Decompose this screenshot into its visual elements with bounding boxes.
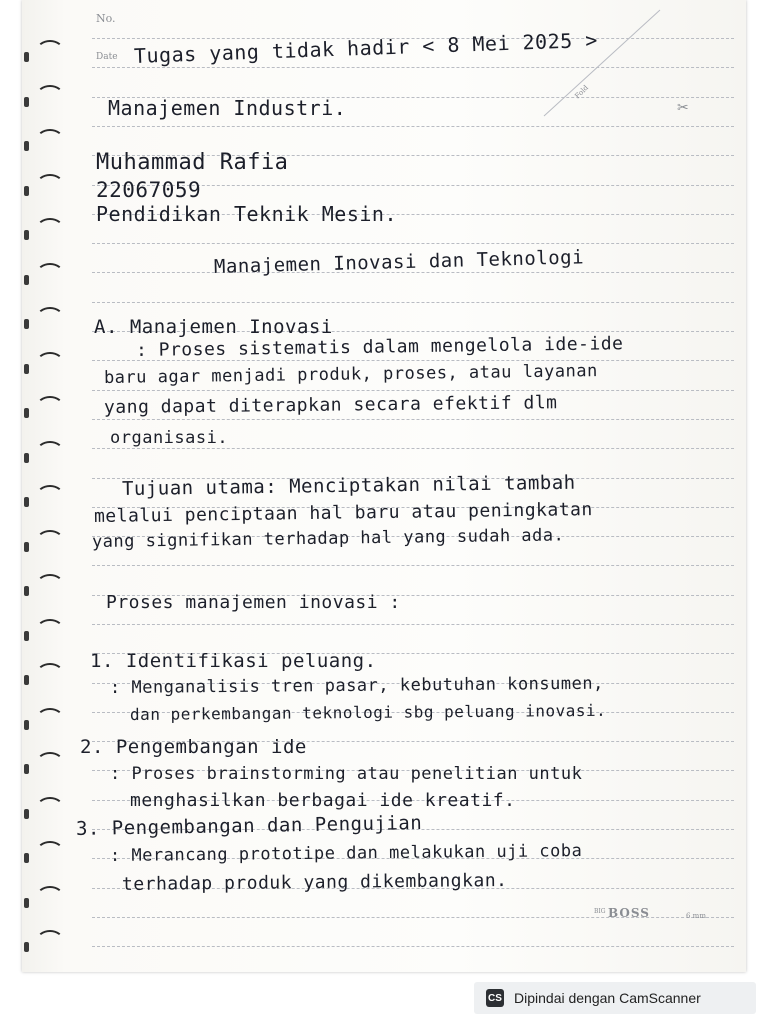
spiral-ring [36, 352, 64, 374]
step-2-title: 2. Pengembangan ide [80, 736, 307, 758]
step-1-title: 1. Identifikasi peluang. [90, 650, 377, 672]
brand-logo: BOSS [608, 906, 650, 920]
ruled-line [92, 243, 734, 244]
definition-line-2: baru agar menjadi produk, proses, atau layanan [103, 361, 598, 388]
spiral-ring [36, 218, 64, 240]
binding-hole [24, 97, 29, 107]
spiral-ring [36, 619, 64, 641]
binding-hole [24, 675, 29, 685]
course-name: Manajemen Industri. [108, 96, 347, 120]
binding-hole [24, 453, 29, 463]
ruled-line [92, 302, 734, 303]
spiral-ring [36, 930, 64, 952]
notebook-page [22, 0, 746, 972]
spiral-ring [36, 886, 64, 908]
spiral-ring [36, 307, 64, 329]
diagonal-corner-line [542, 8, 662, 118]
binding-hole [24, 898, 29, 908]
brand-prefix: BIG [594, 908, 606, 915]
goal-line-2: melalui penciptaan hal baru atau peningkatan [93, 499, 593, 527]
spiral-ring [36, 574, 64, 596]
spiral-ring [36, 841, 64, 863]
spiral-ring [36, 797, 64, 819]
spiral-ring [36, 40, 64, 62]
spiral-ring [36, 530, 64, 552]
binding-hole [24, 186, 29, 196]
binding-hole [24, 720, 29, 730]
section-a-heading: A. Manajemen Inovasi [94, 316, 333, 338]
topic-title: Manajemen Inovasi dan Teknologi [213, 246, 585, 278]
step-1-desc-1: : Menganalisis tren pasar, kebutuhan konsumen, [109, 673, 604, 698]
process-heading: Proses manajemen inovasi : [106, 592, 401, 613]
binding-hole [24, 275, 29, 285]
binding-hole [24, 52, 29, 62]
binding-hole [24, 497, 29, 507]
definition-line-4: organisasi. [110, 428, 229, 448]
spiral-ring [36, 485, 64, 507]
binding-hole [24, 942, 29, 952]
binding-hole [24, 586, 29, 596]
ruled-line [92, 390, 734, 391]
ruled-line [92, 126, 734, 127]
student-name: Muhammad Rafia [96, 150, 289, 175]
spiral-ring [36, 85, 64, 107]
ruled-line [92, 565, 734, 566]
spiral-ring [36, 396, 64, 418]
definition-line-3: yang dapat diterapkan secara efektif dlm [103, 392, 558, 418]
step-3-title: 3. Pengembangan dan Pengujian [75, 811, 423, 840]
scissors-icon: ✂ [677, 100, 689, 116]
no-label: No. [96, 12, 116, 25]
binding-hole [24, 542, 29, 552]
rule-size-label: 6 mm [686, 912, 706, 920]
camscanner-label: Dipindai dengan CamScanner [514, 990, 701, 1006]
binding-hole [24, 631, 29, 641]
ruled-line [92, 946, 734, 947]
spiral-ring [36, 752, 64, 774]
binding-hole [24, 764, 29, 774]
camscanner-logo-icon: CS [486, 989, 504, 1007]
date-label: Date [96, 52, 118, 62]
ruled-line [92, 448, 734, 449]
fold-mark: Fold [573, 83, 590, 101]
binding-hole [24, 230, 29, 240]
binding-hole [24, 319, 29, 329]
binding-hole [24, 408, 29, 418]
step-2-desc-1: : Proses brainstorming atau penelitian untuk [110, 764, 583, 784]
goal-line-3: yang signifikan terhadap hal yang sudah ada. [91, 525, 565, 552]
spiral-ring [36, 174, 64, 196]
step-3-desc-2: terhadap produk yang dikembangkan. [121, 869, 508, 895]
spiral-ring [36, 263, 64, 285]
study-program: Pendidikan Teknik Mesin. [96, 202, 397, 226]
goal-line-1: Tujuan utama: Menciptakan nilai tambah [121, 471, 576, 500]
spiral-ring [36, 663, 64, 685]
student-id: 22067059 [96, 178, 202, 202]
binding-hole [24, 141, 29, 151]
camscanner-watermark [474, 982, 756, 1014]
step-3-desc-1: : Merancang prototipe dan melakukan uji coba [109, 841, 583, 866]
definition-line-1: : Proses sistematis dalam mengelola ide-ide [135, 333, 624, 361]
step-1-desc-2: dan perkembangan teknologi sbg peluang inovasi. [129, 700, 607, 724]
binding-hole [24, 809, 29, 819]
assignment-title: Tugas yang tidak hadir < 8 Mei 2025 > [133, 27, 599, 68]
spiral-ring [36, 708, 64, 730]
spiral-ring [36, 129, 64, 151]
binding-hole [24, 853, 29, 863]
ruled-line [92, 419, 734, 420]
binding-hole [24, 364, 29, 374]
step-2-desc-2: menghasilkan berbagai ide kreatif. [130, 790, 516, 811]
spiral-ring [36, 441, 64, 463]
ruled-line [92, 624, 734, 625]
